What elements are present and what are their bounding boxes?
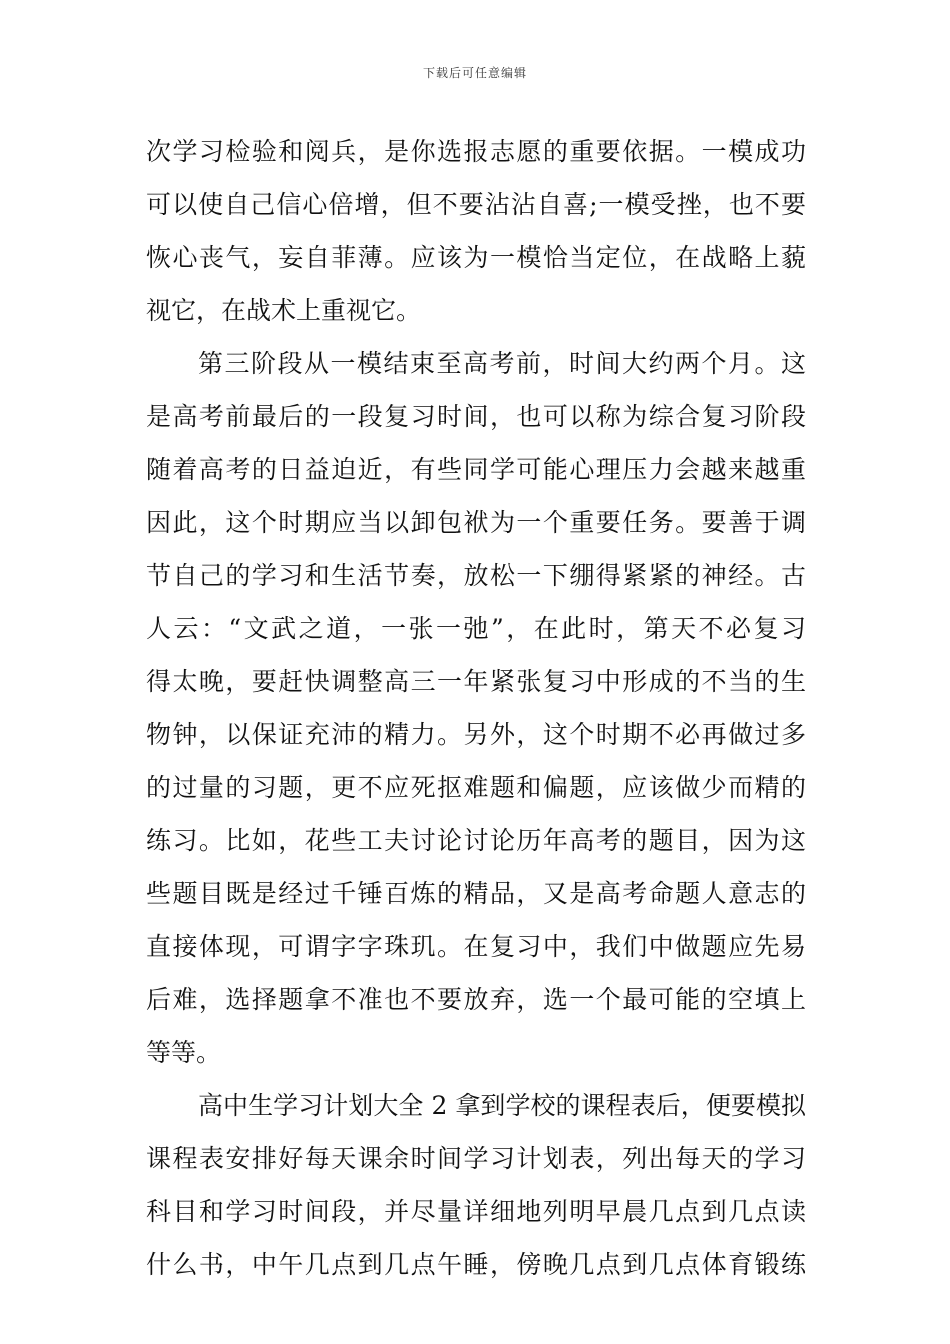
text-line: 科目和学习时间段，并尽量详细地列明早晨几点到几点读 [146,1197,806,1226]
text-line: 的过量的习题，更不应死抠难题和偏题，应该做少而精的 [146,773,806,802]
document-body [146,125,806,1291]
text-line: 物钟，以保证充沛的精力。另外，这个时期不必再做过多 [146,720,806,749]
paragraph-first-line: 第三阶段从一模结束至高考前，时间大约两个月。这 [198,349,806,378]
text-line: 可以使自己信心倍增，但不要沾沾自喜;一模受挫，也不要 [146,190,806,219]
text-line: 视它，在战术上重视它。 [146,296,422,325]
page-header: 下载后可任意编辑 [422,66,527,80]
text-line: 次学习检验和阅兵，是你选报志愿的重要依据。一模成功 [146,137,806,166]
text-line: 是高考前最后的一段复习时间，也可以称为综合复习阶段 [146,402,806,431]
text-line: 得太晚，要赶快调整高三一年紧张复习中形成的不当的生 [146,667,806,696]
text-line: 恢心丧气，妄自菲薄。应该为一模恰当定位，在战略上藐 [146,243,806,272]
text-line: 节自己的学习和生活节奏，放松一下绷得紧紧的神经。古 [146,561,806,590]
text-line: 人云：“文武之道，一张一弛”，在此时，第天不必复习 [146,614,806,643]
text-line: 什么书，中午几点到几点午睡，傍晚几点到几点体育锻练 [146,1250,806,1279]
text-line: 后难，选择题拿不准也不要放弃，选一个最可能的空填上 [146,985,806,1014]
text-line: 练习。比如，花些工夫讨论讨论历年高考的题目，因为这 [146,826,806,855]
text-line: 因此，这个时期应当以卸包袱为一个重要任务。要善于调 [146,508,806,537]
text-line: 课程表安排好每天课余时间学习计划表，列出每天的学习 [146,1144,806,1173]
text-line: 直接体现，可谓字字珠玑。在复习中，我们中做题应先易 [146,932,806,961]
text-line: 等等。 [146,1038,222,1067]
text-line: 随着高考的日益迫近，有些同学可能心理压力会越来越重 [146,455,806,484]
text-line: 些题目既是经过千锤百炼的精品，又是高考命题人意志的 [146,879,806,908]
paragraph-first-line: 高中生学习计划大全 2 拿到学校的课程表后，便要模拟 [198,1091,806,1120]
